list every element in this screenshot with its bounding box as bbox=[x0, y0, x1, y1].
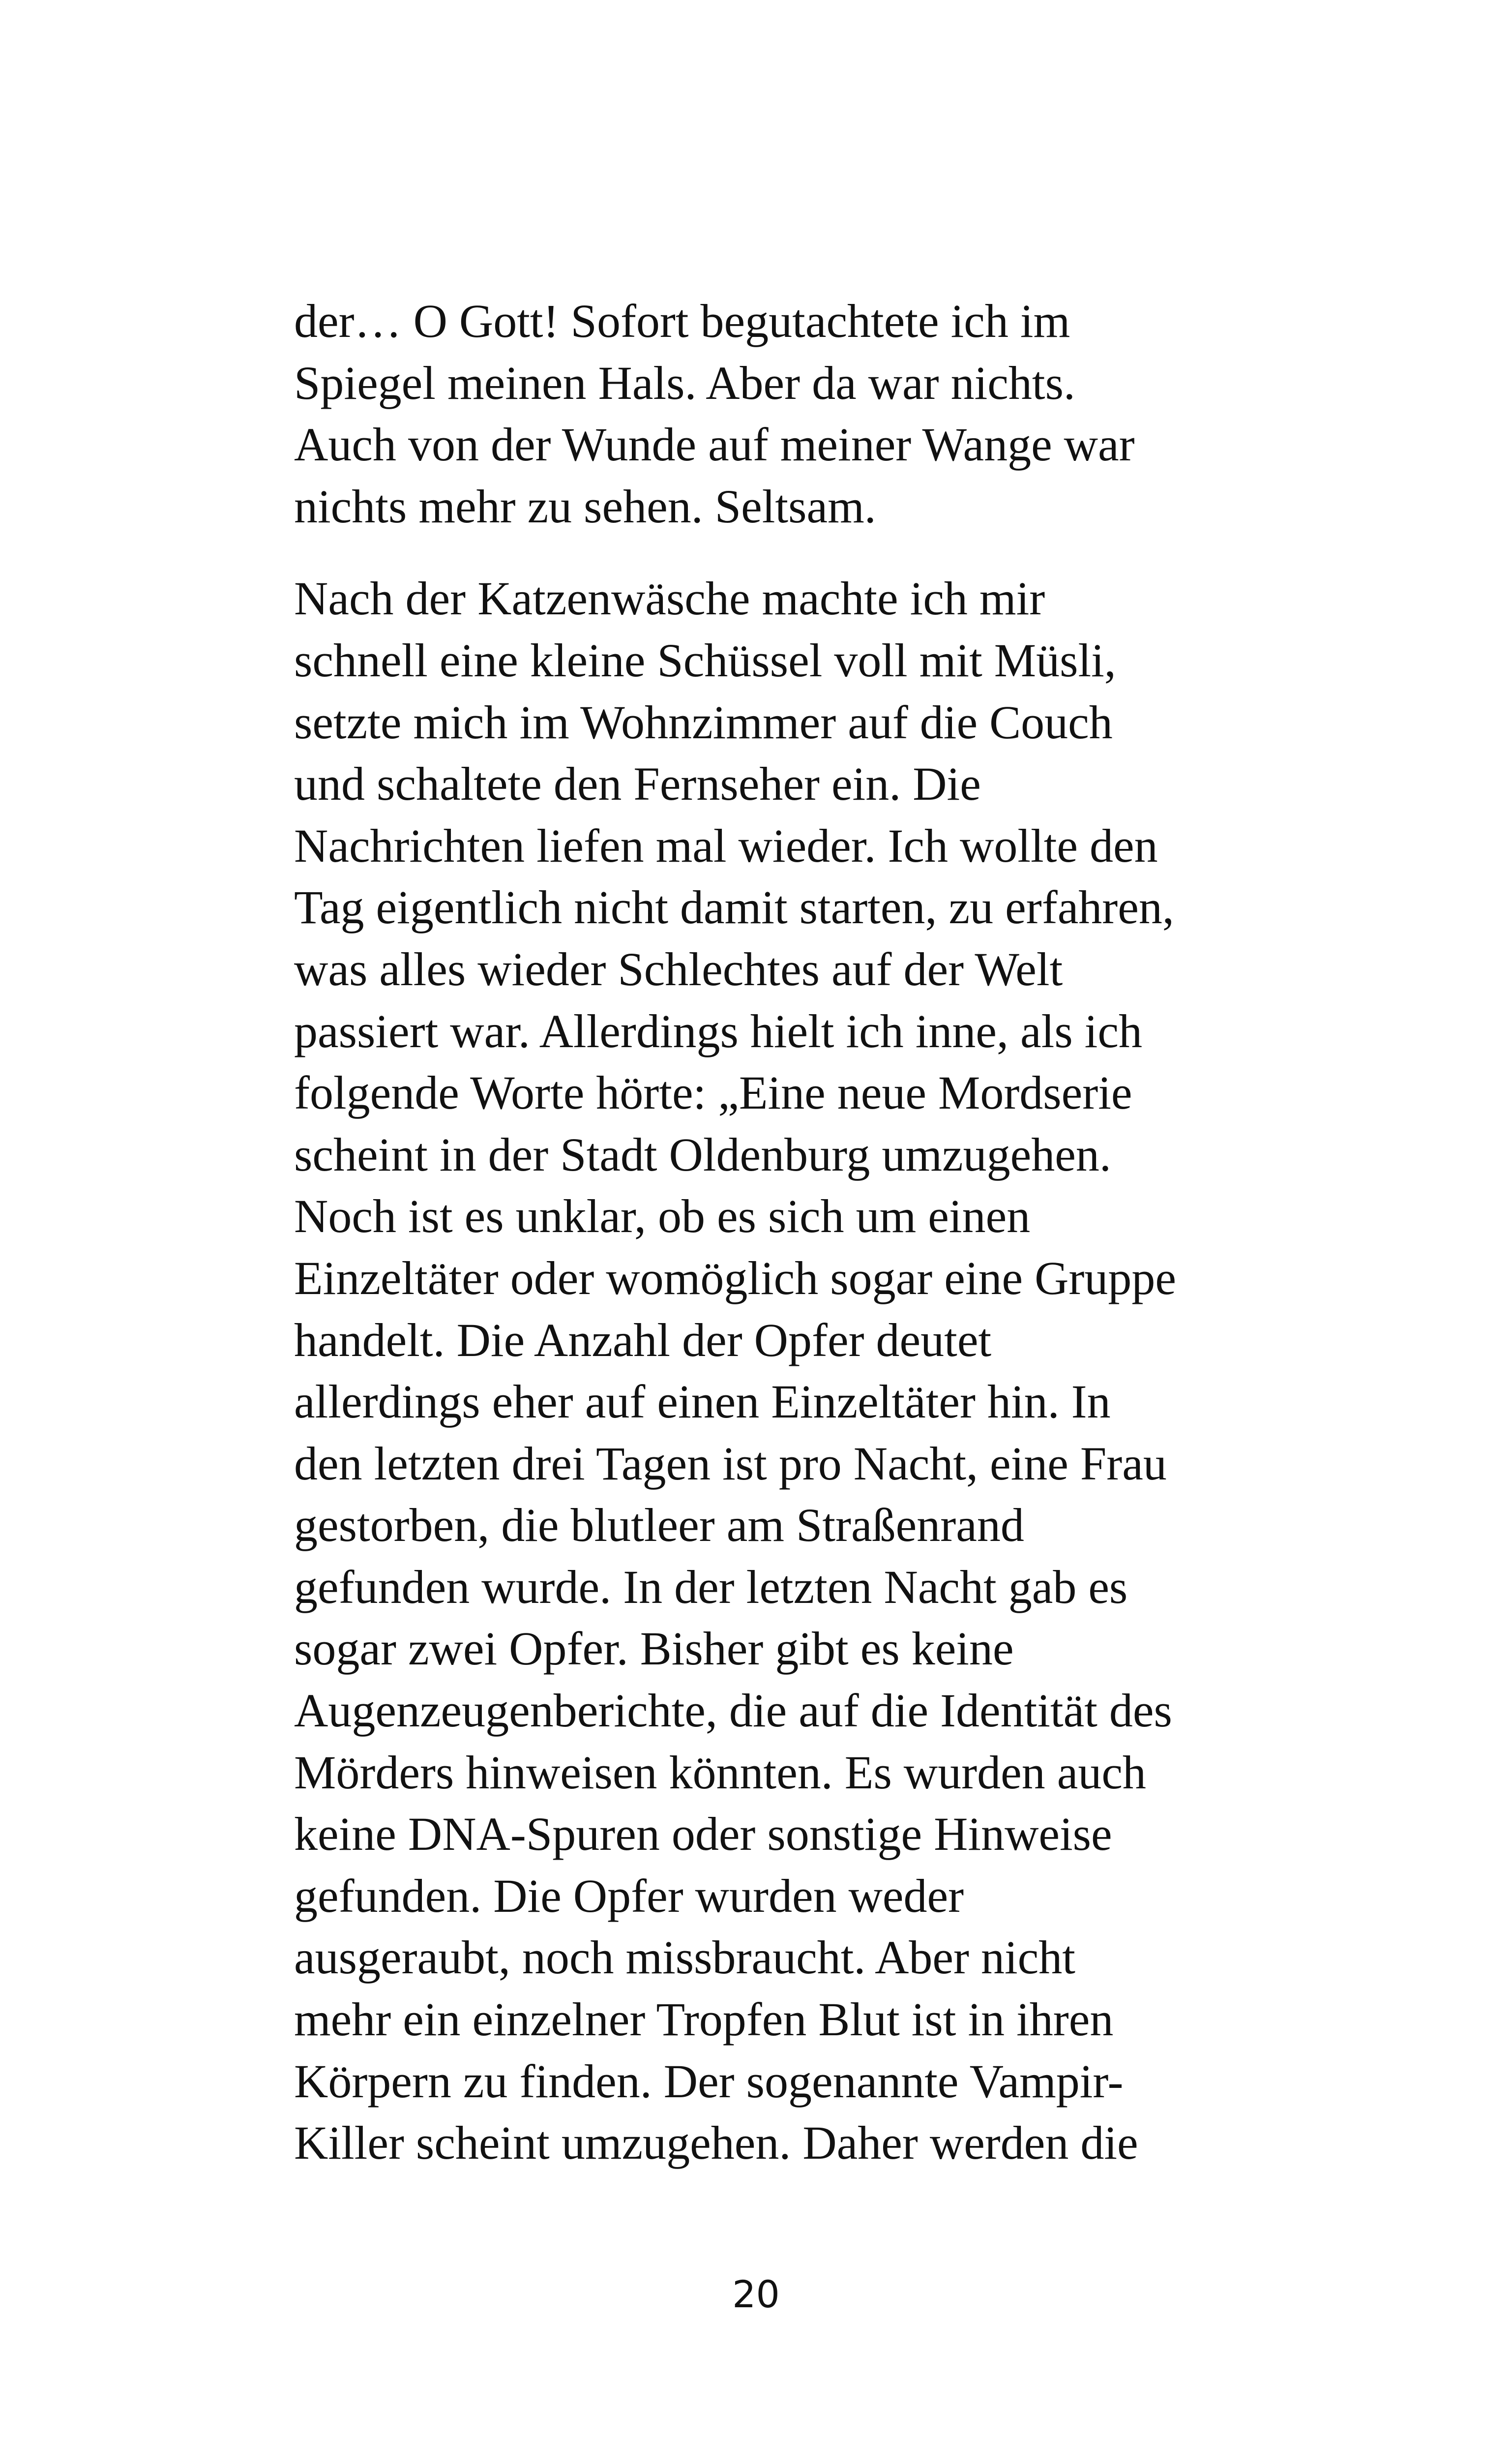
text-line: sogar zwei Opfer. Bisher gibt es keine bbox=[294, 1622, 1014, 1675]
text-line: was alles wieder Schlechtes auf der Welt bbox=[294, 942, 1063, 995]
text-line: mehr ein einzelner Tropfen Blut ist in ihren bbox=[294, 1993, 1114, 2046]
text-line: Einzeltäter oder womöglich sogar eine Gruppe bbox=[294, 1251, 1176, 1304]
text-line: den letzten drei Tagen ist pro Nacht, eine Frau bbox=[294, 1437, 1167, 1490]
text-line: Tag eigentlich nicht damit starten, zu erfahren, bbox=[294, 881, 1174, 934]
text-line: Auch von der Wunde auf meiner Wange war bbox=[294, 418, 1135, 471]
text-line: der… O Gott! Sofort begutachtete ich im bbox=[294, 295, 1070, 347]
body-text bbox=[294, 290, 1277, 2174]
text-line: schnell eine kleine Schüssel voll mit Müsli, bbox=[294, 633, 1116, 687]
paragraph-2 bbox=[294, 568, 1277, 2173]
text-line: Nachrichten liefen mal wieder. Ich wollte den bbox=[294, 819, 1158, 872]
text-line: gefunden wurde. In der letzten Nacht gab es bbox=[294, 1560, 1128, 1613]
paragraph-1 bbox=[294, 290, 1277, 537]
text-line: Noch ist es unklar, ob es sich um einen bbox=[294, 1190, 1031, 1243]
text-line: Spiegel meinen Hals. Aber da war nichts. bbox=[294, 356, 1075, 409]
text-line: scheint in der Stadt Oldenburg umzugehen. bbox=[294, 1128, 1111, 1181]
text-line: Nach der Katzenwäsche machte ich mir bbox=[294, 572, 1045, 625]
text-line: handelt. Die Anzahl der Opfer deutet bbox=[294, 1313, 992, 1366]
paragraph-spacer bbox=[294, 537, 1277, 568]
text-line: passiert war. Allerdings hielt ich inne, als ich bbox=[294, 1004, 1142, 1057]
text-line: ausgeraubt, noch missbraucht. Aber nicht bbox=[294, 1931, 1075, 1984]
page-number: 20 bbox=[732, 2272, 780, 2316]
text-line: folgende Worte hörte: „Eine neue Mordserie bbox=[294, 1066, 1132, 1119]
text-line: Augenzeugenberichte, die auf die Identität des bbox=[294, 1684, 1172, 1737]
text-line: gestorben, die blutleer am Straßenrand bbox=[294, 1499, 1024, 1552]
text-line: nichts mehr zu sehen. Seltsam. bbox=[294, 480, 876, 533]
text-line: und schaltete den Fernseher ein. Die bbox=[294, 757, 981, 811]
text-line: setzte mich im Wohnzimmer auf die Couch bbox=[294, 695, 1113, 749]
text-line: Killer scheint umzugehen. Daher werden die bbox=[294, 2116, 1138, 2170]
text-line: keine DNA-Spuren oder sonstige Hinweise bbox=[294, 1808, 1112, 1861]
text-line: allerdings eher auf einen Einzeltäter hin. In bbox=[294, 1375, 1111, 1428]
text-line: gefunden. Die Opfer wurden weder bbox=[294, 1869, 964, 1922]
text-line: Körpern zu finden. Der sogenannte Vampir- bbox=[294, 2054, 1124, 2108]
text-line: Mörders hinweisen könnten. Es wurden auch bbox=[294, 1746, 1146, 1799]
